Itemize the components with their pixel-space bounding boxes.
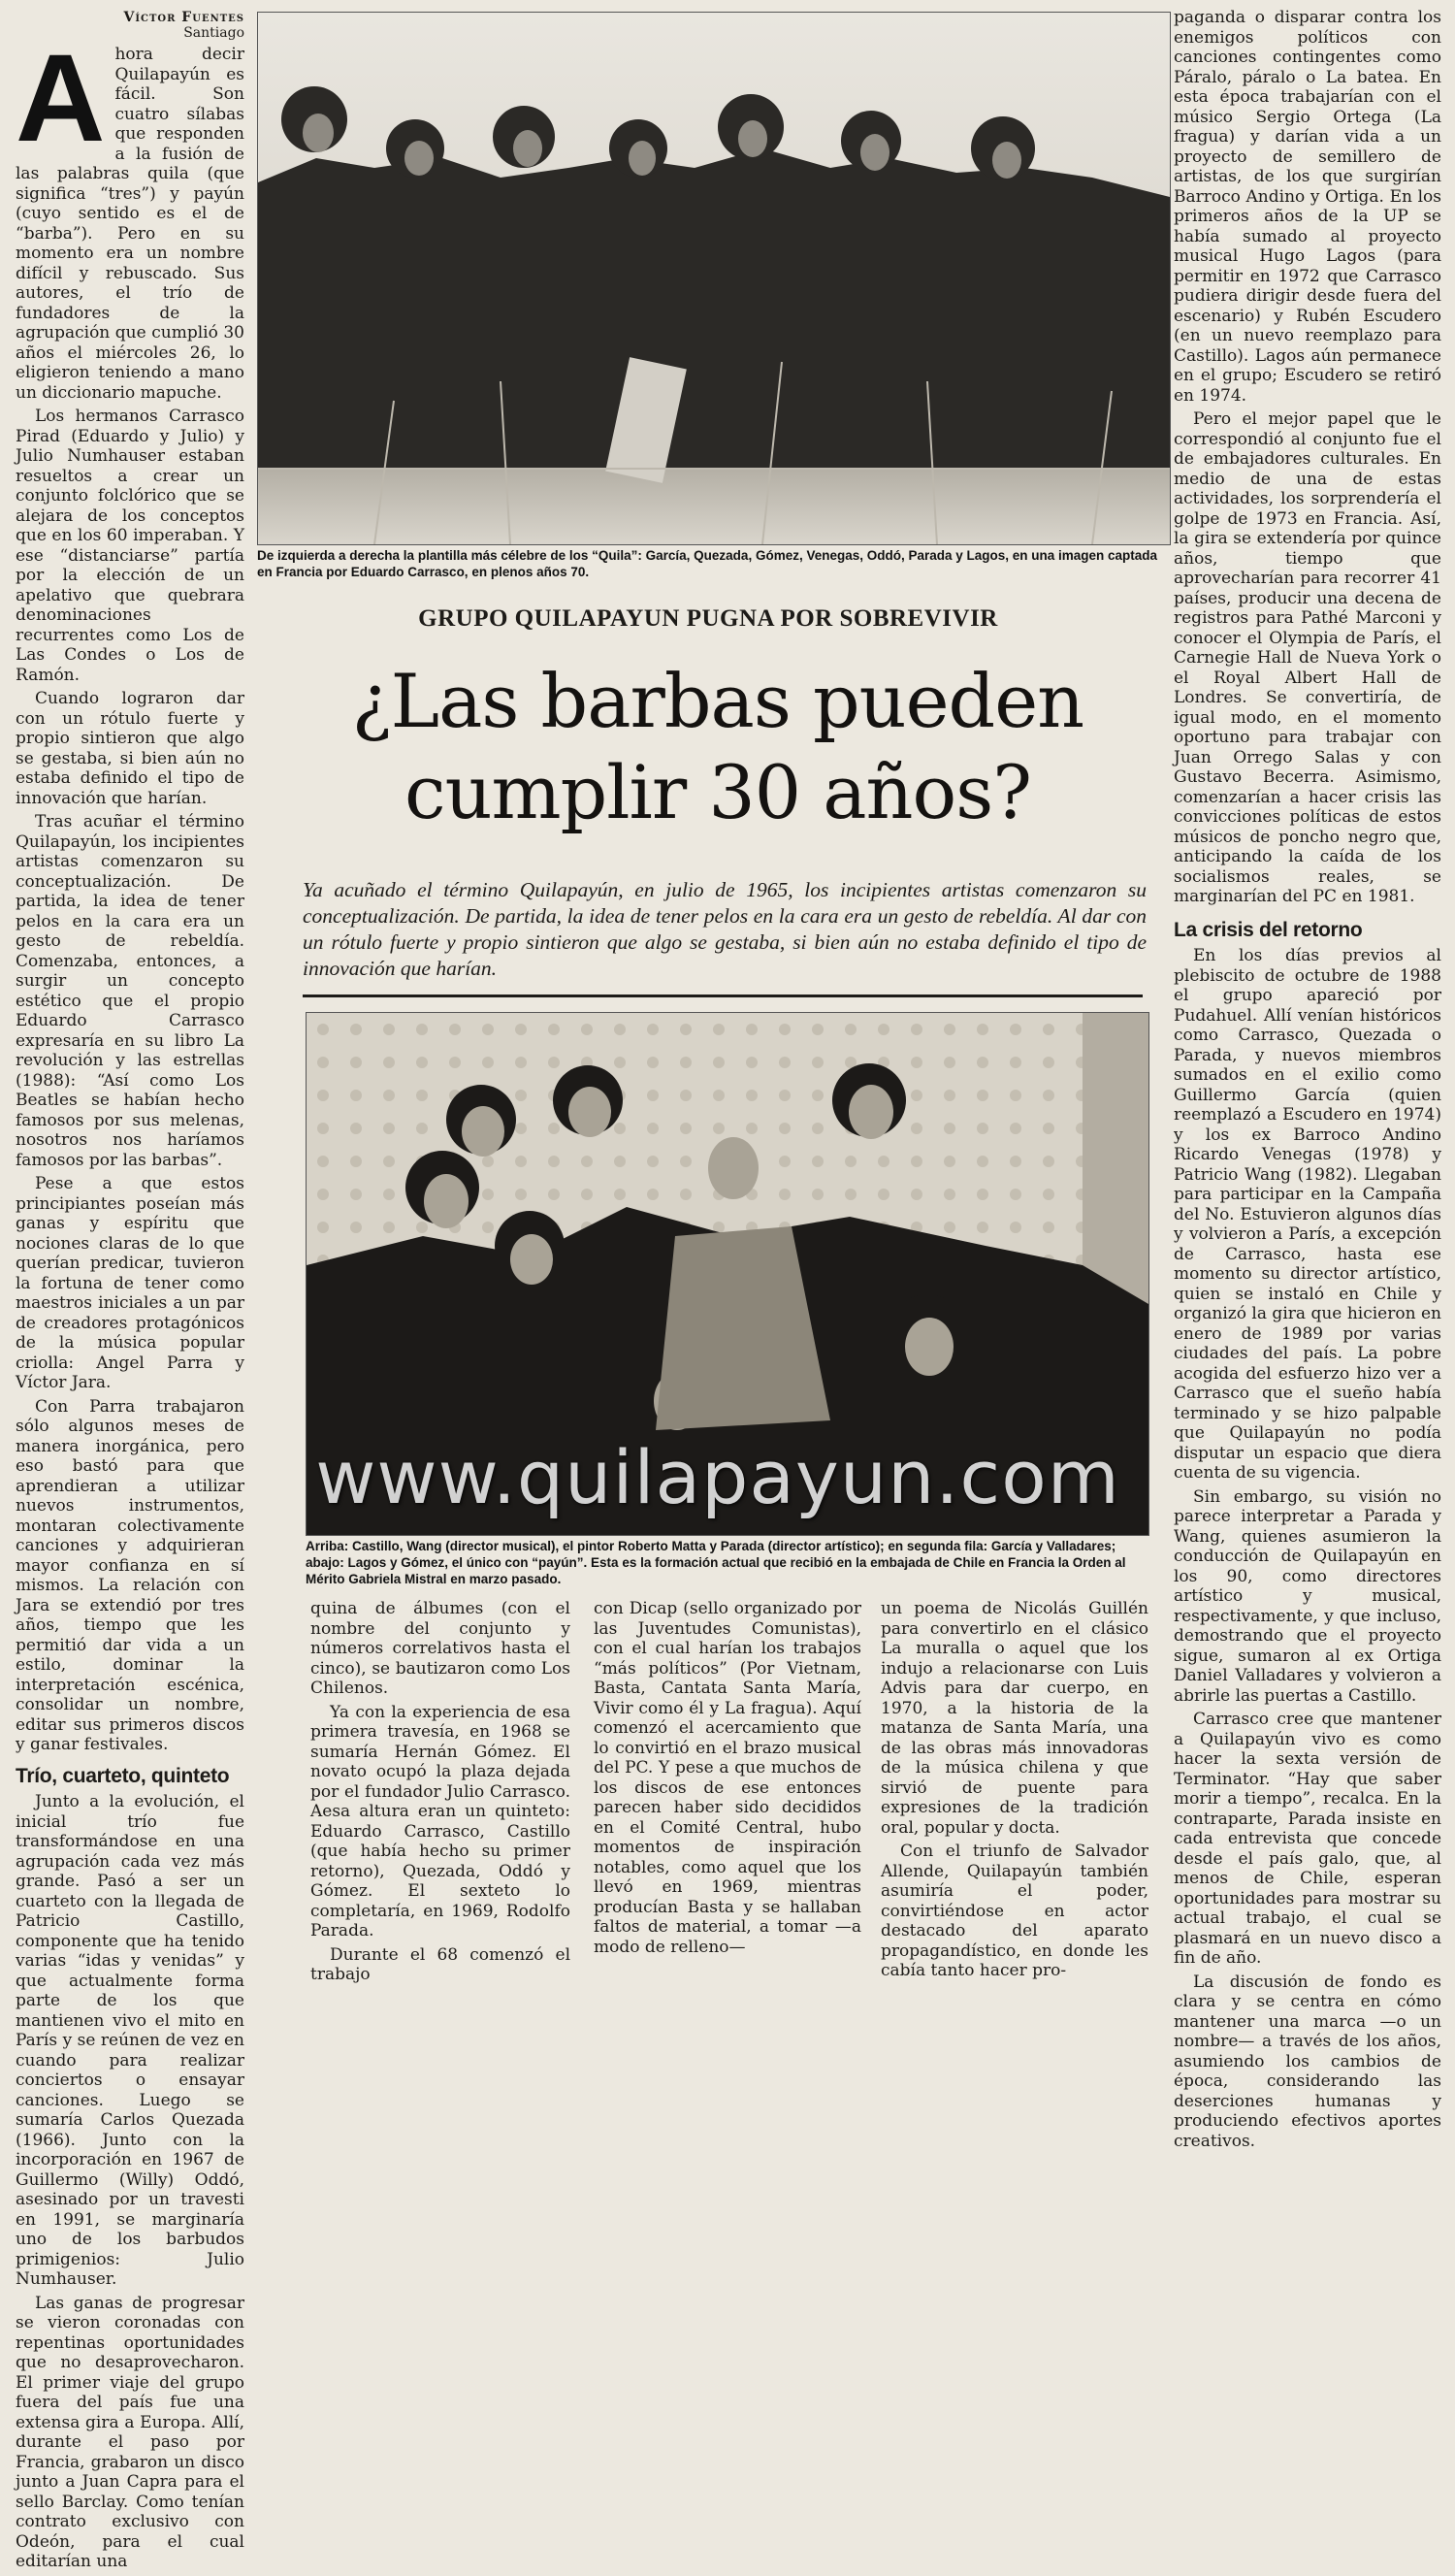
paragraph: Cuando lograron dar con un rótulo fuerte y propio sintieron que algo se gestaba, si bien aún no estaba definido el tipo de innovación que harían.	[16, 689, 244, 808]
top-photo-caption: De izquierda a derecha la plantilla más célebre de los “Quila”: García, Quezada, Gómez, Venegas, Oddó, Parada y Lagos, en una imagen captada en Francia por Eduardo Carrasco, en plenos años 70.	[257, 548, 1158, 579]
paragraph: Con Parra trabajaron sólo algunos meses de manera inorgánica, pero eso bastó para que aprendieran a utilizar nuevos instrumentos, montaran colectivamente canciones y adquirieran mayor confianza en sí mismos. La relación con Jara se extendió por tres años, tiempo que les permitió dar vida a un estilo, dominar la interpretación escénica, consolidar un nombre, editar sus primeros discos y ganar festivales.	[16, 1396, 244, 1754]
right-column	[1174, 8, 1441, 2155]
paragraph: Con el triunfo de Salvador Allende, Quilapayún también asumiría el poder, convirtiéndose en actor destacado del aparato propagandístico, en donde les cabía tanto hacer pro-	[881, 1842, 1148, 1980]
deck: Ya acuñado el término Quilapayún, en julio de 1965, los incipientes artistas comenzaron su conceptualización. De partida, la idea de tener pelos en la cara era un gesto de rebeldía. Al dar con un rótulo fuerte y propio sintieron que algo se gestaba, si bien aún no estaba definido el tipo de innovación que harían.	[303, 878, 1147, 980]
left-column	[16, 10, 244, 2576]
paragraph: Tras acuñar el término Quilapayún, los incipientes artistas comenzaron su conceptualización. De partida, la idea de tener pelos en la cara era un gesto de rebeldía. Comenzaba, entonces, a surgir un concepto estético que el propio Eduardo Carrasco expresaría en su libro La revolución y las estrellas (1988): “Así como Los Beatles se habían hecho famosos por sus melenas, nosotros nos haríamos famosos por las barbas”.	[16, 812, 244, 1170]
subhead-crisis: La crisis del retorno	[1174, 918, 1363, 941]
paragraph: Los hermanos Carrasco Pirad (Eduardo y Julio) y Julio Numhauser estaban resueltos a crear un conjunto folclórico que se alejara de los conceptos que en los 60 imperaban. Y ese “distanciarse” partía por la elección de un apelativo que quebrara denominaciones recurrentes como Los de Las Condes o Los de Ramón.	[16, 407, 244, 685]
paragraph: Las ganas de progresar se vieron coronadas con repentinas oportunidades que no desaprovecharon. El primer viaje del grupo fuera del país fue una extensa gira a Europa. Allí, durante el paso por Francia, grabaron un disco junto a Juan Capra para el sello Barclay. Como tenían contrato exclusivo con Odeón, para el cual editarían una	[16, 2293, 244, 2571]
divider-rule	[303, 995, 1143, 997]
kicker: GRUPO QUILAPAYUN PUGNA POR SOBREVIVIR	[418, 605, 998, 632]
bottom-column-2	[594, 1599, 861, 1961]
byline-author: Víctor Fuentes	[123, 10, 244, 25]
watermark-text: www.quilapayun.com	[315, 1434, 1120, 1520]
byline-place: Santiago	[183, 25, 244, 41]
paragraph: Pero el mejor papel que le correspondió al conjunto fue el de embajadores culturales. En medio de una de estas actividades, los sorprendería el golpe de 1973 en Francia. Así, la gira se extendería por quince años, tiempo que aprovecharían para recorrer 41 países, producir una decena de registros para Pathé Marconi y conocer el Olympia de París, el Carnegie Hall de Nueva York o el Royal Albert Hall de Londres. Se convertiría, de igual modo, en el momento oportuno para trabajar con Juan Orrego Salas y con Gustavo Becerra. Asimismo, comenzarían a hacer crisis las convicciones políticas de estos músicos de poncho negro que, anticipando la caída de los socialismos reales, se marginarían del PC en 1981.	[1174, 409, 1441, 906]
dropcap: A	[16, 29, 106, 168]
paragraph: Ya con la experiencia de esa primera travesía, en 1968 se sumaría Hernán Gómez. El novato ocupó la plaza dejada por el fundador Julio Carrasco. Aesa altura eran un quinteto: Eduardo Carrasco, Castillo (que había hecho su primer retorno), Quezada, Oddó y Gómez. El sexteto lo completaría, en 1969, Rodolfo Parada.	[310, 1702, 570, 1940]
paragraph: paganda o disparar contra los enemigos políticos con canciones contingentes como Páralo, páralo o La batea. En esta época trabajarían con el músico Sergio Ortega (La fragua) y darían vida a un proyecto de semillero de artistas, de los que surgirían Barroco Andino y Ortiga. En los primeros años de la UP se había sumado al proyecto musical Hugo Lagos (para permitir en 1972 que Carrasco pudiera dirigir desde fuera del escenario) y Rubén Escudero (en un nuevo reemplazo para Castillo). Lagos aún permanece en el grupo; Escudero se retiró en 1974.	[1174, 8, 1441, 406]
lead-paragraph: Ahora decir Quilapayún es fácil. Son cuatro sílabas que responden a la fusión de las palabras quila (que significa “tres”) y payún (cuyo sentido es el de “barba”). Pero en su momento era un nombre difícil y rebuscado. Sus autores, el trío de fundadores de la agrupación que cumplió 30 años el miércoles 26, lo eligieron teniendo a mano un diccionario mapuche.	[16, 29, 244, 403]
headline: ¿Las barbas pueden cumplir 30 años?	[351, 658, 1084, 835]
bottom-column-3	[881, 1599, 1148, 1985]
band-photo-1970s	[257, 12, 1171, 545]
paragraph: con Dicap (sello organizado por las Juventudes Comunistas), con el cual harían los trabajos “más políticos” (Por Vietnam, Basta, Cantata Santa María, Vivir como él y La fragua). Aquí comenzó el acercamiento que lo convirtió en el brazo musical del PC. Y pese a que muchos de los discos de ese entonces parecen haber sido decididos en el Comité Central, hubo momentos de inspiración notables, como aquel que los llevó en 1969, mientras producían Basta y se hallaban faltos de material, a tomar —a modo de relleno—	[594, 1599, 861, 1957]
paragraph: Durante el 68 comenzó el trabajo	[310, 1944, 570, 1984]
paragraph: Sin embargo, su visión no parece interpretar a Parada y Wang, quienes asumieron la conducción de Quilapayún en los 90, como directores artístico y musical, respectivamente, y que incluso, demostrando que el proyecto sigue, sumaron al ex Ortiga Daniel Valladares y volvieron a abrirle las puertas a Castillo.	[1174, 1486, 1441, 1706]
paragraph: Junto a la evolución, el inicial trío fue transformándose en una agrupación cada vez más grande. Pasó a ser un cuarteto con la llegada de Patricio Castillo, componente que ha tenido varias “idas y venidas” y que actualmente forma parte de los que mantienen vivo el mito en París y se reúnen de vez en cuando para realizar conciertos o ensayar canciones. Luego se sumaría Carlos Quezada (1966). Junto con la incorporación en 1967 de Guillermo (Willy) Oddó, asesinado por un travesti en 1991, se marginaría uno de los barbudos primigenios: Julio Numhauser.	[16, 1792, 244, 2289]
paragraph: En los días previos al plebiscito de octubre de 1988 el grupo apareció por Pudahuel. Allí venían históricos como Carrasco, Quezada o Parada, y nuevos miembros sumados en el exilio como Guillermo García (quien reemplazó a Escudero en 1974) y los ex Barroco Andino Ricardo Venegas (1978) y Patricio Wang (1982). Llegaban para participar en la Campaña del No. Estuvieron algunos días y volvieron a París, a excepción de Carrasco, hasta ese momento su director artístico, quien se instaló en Chile y organizó la gira que hicieron en enero de 1989 por varias ciudades del país. La pobre acogida del esfuerzo hizo ver a Carrasco que el sueño había terminado y se hizo palpable que Quilapayún no podía disputar un espacio que diera cuenta de su vigencia.	[1174, 946, 1441, 1483]
paragraph: Pese a que estos principiantes poseían más ganas y espíritu que nociones claras de lo que querían predicar, tuvieron la fortuna de tener como maestros iniciales a un par de creadores protagónicos de la música popular criolla: Angel Parra y Víctor Jara.	[16, 1174, 244, 1392]
subhead-trio: Trío, cuarteto, quinteto	[16, 1764, 230, 1787]
paragraph: un poema de Nicolás Guillén para convertirlo en el clásico La muralla o aquel que los indujo a relacionarse con Luis Advis para dar cuerpo, en 1970, a la historia de la matanza de Santa María, una de las obras más innovadoras de la música chilena y que sirvió de puente para expresiones de la tradición oral, popular y docta.	[881, 1599, 1148, 1838]
bottom-column-1	[310, 1599, 570, 1989]
paragraph: quina de álbumes (con el nombre del conjunto y números correlativos hasta el cinco), se bautizaron como Los Chilenos.	[310, 1599, 570, 1698]
paragraph: La discusión de fondo es clara y se centra en cómo mantener una marca —o un nombre— a través de los años, asumiendo los cambios de época, considerando las deserciones humanas y produciendo efectivos aportes creativos.	[1174, 1972, 1441, 2151]
paragraph: Carrasco cree que mantener a Quilapayún vivo es como hacer la sexta versión de Terminator. “Hay que saber morir a tiempo”, recalca. En la contraparte, Parada insiste en cada entrevista que concede desde el país galo, que, al menos de Chile, esperan oportunidades para mostrar su actual trabajo, el cual se plasmará en un nuevo disco a fin de año.	[1174, 1710, 1441, 1968]
bottom-photo-caption: Arriba: Castillo, Wang (director musical), el pintor Roberto Matta y Parada (director artístico); en segunda fila: García y Valladares; abajo: Lagos y Gómez, el único con “payún”. Esta es la formación actual que recibió en la embajada de Chile en Francia la Orden al Mérito Gabriela Mistral en marzo pasado.	[306, 1539, 1126, 1586]
